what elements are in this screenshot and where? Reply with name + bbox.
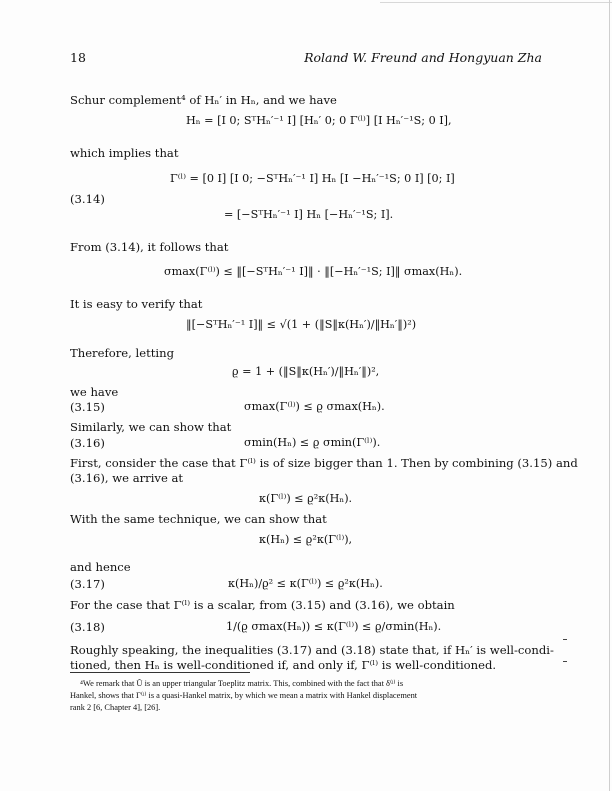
paragraph-first-case-line-2: (3.16), we arrive at — [70, 471, 184, 485]
running-head: Roland W. Freund and Hongyuan Zha — [304, 50, 542, 65]
equation-3-14-line-1: Γ⁽ˡ⁾ = [0 I] [I 0; −SᵀHₙ′⁻¹ I] Hₙ [I −Hₙ′⁻¹S; 0 I] [0; I] — [170, 172, 455, 185]
equation-3-16: σmin(Hₙ) ≤ ϱ σmin(Γ⁽ˡ⁾). — [244, 436, 381, 449]
equation-3-17: κ(Hₙ)/ϱ² ≤ κ(Γ⁽ˡ⁾) ≤ ϱ²κ(Hₙ). — [228, 577, 383, 590]
equation-3-15: σmax(Γ⁽ˡ⁾) ≤ ϱ σmax(Hₙ). — [244, 400, 385, 413]
scan-edge-top — [380, 2, 612, 3]
footnote-line-3: rank 2 [6, Chapter 4], [26]. — [70, 703, 161, 712]
paragraph-we-have: we have — [70, 385, 119, 399]
paragraph-schur: Schur complement⁴ of Hₙ′ in Hₙ, and we have — [70, 93, 337, 107]
paragraph-roughly-line-2: tioned, then Hₙ is well-conditioned if, and only if, Γ⁽ˡ⁾ is well-conditioned. — [70, 658, 497, 672]
paragraph-roughly-line-1: Roughly speaking, the inequalities (3.17) and (3.18) state that, if Hₙ′ is well-condi- — [70, 643, 554, 657]
equation-label-3-16: (3.16) — [70, 436, 105, 450]
equation-kappa-bound-2: κ(Hₙ) ≤ ϱ²κ(Γ⁽ˡ⁾), — [259, 533, 353, 546]
equation-block-factorization: Hₙ = [I 0; SᵀHₙ′⁻¹ I] [Hₙ′ 0; 0 Γ⁽ˡ⁾] [I Hₙ′⁻¹S; 0 I], — [186, 114, 452, 127]
equation-3-14-line-2: = [−SᵀHₙ′⁻¹ I] Hₙ [−Hₙ′⁻¹S; I]. — [224, 208, 394, 221]
equation-label-3-18: (3.18) — [70, 620, 105, 634]
equation-kappa-bound-1: κ(Γ⁽ˡ⁾) ≤ ϱ²κ(Hₙ). — [259, 492, 353, 505]
paragraph-implies: which implies that — [70, 146, 179, 160]
paragraph-first-case-line-1: First, consider the case that Γ⁽ˡ⁾ is of size bigger than 1. Then by combining (3.15) and — [70, 456, 578, 470]
scan-edge-right — [609, 0, 610, 791]
footnote-line-2: Hankel, shows that Γ⁽ˡ⁾ is a quasi-Hankel matrix, by which we mean a matrix with Hankel displacement — [70, 691, 418, 700]
margin-mark — [563, 639, 567, 640]
equation-3-18: 1/(ϱ σmax(Hₙ)) ≤ κ(Γ⁽ˡ⁾) ≤ ϱ/σmin(Hₙ). — [226, 620, 442, 633]
paragraph-easy-verify: It is easy to verify that — [70, 297, 203, 311]
footnote-line-1: ⁴We remark that Ũ is an upper triangular Toeplitz matrix. This, combined with the fact that δ⁽ˡ⁾ is — [80, 679, 404, 688]
paragraph-from-3-14: From (3.14), it follows that — [70, 240, 229, 254]
equation-label-3-14: (3.14) — [70, 192, 105, 206]
margin-mark — [563, 661, 567, 662]
footnote-rule — [70, 672, 250, 673]
equation-label-3-15: (3.15) — [70, 400, 105, 414]
paragraph-scalar-case: For the case that Γ⁽ˡ⁾ is a scalar, from (3.15) and (3.16), we obtain — [70, 598, 455, 612]
equation-rho-definition: ϱ = 1 + (‖S‖κ(Hₙ′)/‖Hₙ′‖)², — [232, 365, 380, 378]
paragraph-therefore: Therefore, letting — [70, 346, 174, 360]
paragraph-similarly: Similarly, we can show that — [70, 420, 232, 434]
equation-label-3-17: (3.17) — [70, 577, 105, 591]
paragraph-and-hence: and hence — [70, 560, 131, 574]
paragraph-same-technique: With the same technique, we can show that — [70, 512, 327, 526]
equation-norm-bound: ‖[−SᵀHₙ′⁻¹ I]‖ ≤ √(1 + (‖S‖κ(Hₙ′)/‖Hₙ′‖)²) — [186, 318, 417, 331]
page-number: 18 — [70, 50, 86, 65]
equation-sigma-max-bound: σmax(Γ⁽ˡ⁾) ≤ ‖[−SᵀHₙ′⁻¹ I]‖ · ‖[−Hₙ′⁻¹S; I]‖ σmax(Hₙ). — [164, 265, 463, 278]
